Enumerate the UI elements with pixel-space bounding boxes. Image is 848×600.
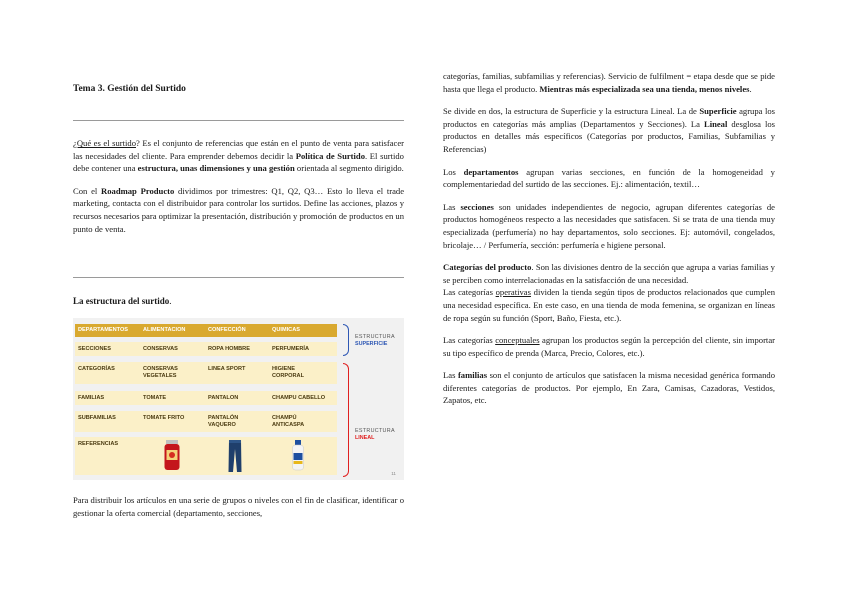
cell: QUIMICAS xyxy=(272,327,300,333)
paragraph-familias xyxy=(443,369,775,407)
row-categorias xyxy=(75,362,337,384)
text: orientada al segmento dirigido. xyxy=(294,163,404,174)
text: agrupan los productos según la percepción del cliente, sin importar su tipo específico de prenda (Marca, Precio, Colores, etc.). xyxy=(443,335,775,358)
left-column xyxy=(73,82,404,245)
label-linear xyxy=(355,428,395,442)
row-subfamilias xyxy=(75,411,337,432)
cell: TOMATE xyxy=(143,395,167,401)
paragraph-distribuir: Para distribuir los artículos en una serie de grupos o niveles con el fin de clasificar, identificar o gestionar la oferta comercial (departamento, secciones, xyxy=(73,495,404,518)
paragraph-conceptuales xyxy=(443,334,775,359)
bold-text: departamentos xyxy=(463,166,519,177)
text: agrupa los productos en categorías más amplias (Departamentos y Secciones). La xyxy=(443,106,775,129)
cell: CHAMPU CABELLO xyxy=(272,395,326,401)
text: categorías, familias, subfamilias y referencias). Servicio de fulfilment = etapa desde que se pide hasta que llega el producto. xyxy=(443,71,775,94)
label-text: ESTRUCTURA xyxy=(355,428,395,434)
bold-text: familias xyxy=(457,370,488,381)
bold-text: secciones xyxy=(460,201,494,212)
row-secciones xyxy=(75,342,337,356)
label-surface xyxy=(355,334,395,348)
bold-text: Categorías del producto xyxy=(443,262,532,273)
jeans-icon xyxy=(228,439,242,473)
text: Con el xyxy=(73,185,102,196)
text: son el conjunto de artículos que satisfacen la misma necesidad genérica formando diferentes categorías de productos. Por ejemplo, En Zara, Camisas, Cazadoras, Vestidos, Zapatos, etc. xyxy=(443,370,775,406)
text: Las xyxy=(443,370,458,381)
text: . El surtido debe contener una xyxy=(73,150,404,174)
paragraph-secciones xyxy=(443,201,775,251)
paragraph-departamentos xyxy=(443,166,775,191)
text: Las categorías xyxy=(443,287,496,298)
right-column xyxy=(443,70,775,417)
left-bottom-text xyxy=(73,494,404,529)
divider xyxy=(73,277,404,278)
paragraph-surtido xyxy=(73,137,404,175)
bold-text: estructura, unas dimensiones y una gestión xyxy=(137,163,295,174)
label-text: LINEAL xyxy=(355,435,375,441)
row-familias xyxy=(75,391,337,405)
paragraph-niveles xyxy=(443,70,775,95)
cell: ROPA HOMBRE xyxy=(208,346,250,352)
cell: HIGIENE CORPORAL xyxy=(272,366,305,379)
cell: CONSERVAS VEGETALES xyxy=(143,366,178,379)
cell: ALIMENTACION xyxy=(143,327,186,333)
tomato-jar-icon xyxy=(163,439,181,471)
text: dividimos por trimestres: Q1, Q2, Q3… Esto lo lleva el trade marketing, contacta con el distribuidor para controlar los surtidos. Define las acciones, plazos y recursos necesarios para optimizar la presentación, distribución y promoción de productos en un punto de venta. xyxy=(73,185,405,234)
text: ? Es el conjunto de referencias que están en el punto de venta para satisfacer las necesidades del cliente. Para emprender debemos decidir la xyxy=(73,138,404,161)
cell: PANTALÓN VAQUERO xyxy=(208,415,239,428)
cell: PANTALON xyxy=(208,395,239,401)
page-title: Tema 3. Gestión del Surtido xyxy=(73,84,186,94)
text: agrupan varias secciones, en función de la homogeneidad y complementariedad del surtido de las secciones. Ej.: alimentación, textil… xyxy=(443,166,775,190)
text: son unidades independientes de negocio, agrupan diferentes categorías de productos homogéneos respecto a las necesidades que satisfacen. Si se trata de una tienda muy especializada (perfumería) no hay departamentos, solo secciones. Ej: automóvil, congelados, bricolaje… / Perfumería, sección: perfumería e higiene personal. xyxy=(443,201,775,250)
cell: TOMATE FRITO xyxy=(143,415,185,421)
linear-bracket xyxy=(343,363,349,477)
paragraph-roadmap xyxy=(73,185,404,235)
paragraph-division xyxy=(443,105,775,155)
shampoo-bottle-icon xyxy=(291,439,305,471)
text: dividen la tienda según tipos de productos relacionados que cumplen una necesidad específica. En este caso, en una tienda de moda femenina, se organizan en líneas de ropa según su función (Sport, Baño, Fiesta, etc.). xyxy=(443,287,775,323)
underlined-text: conceptuales xyxy=(495,335,540,346)
row-label: REFERENCIAS xyxy=(78,441,119,447)
subtitle-text: La estructura del surtido xyxy=(73,296,170,306)
row-label: DEPARTAMENTOS xyxy=(78,327,129,333)
text: Las categorías xyxy=(443,335,496,346)
label-text: ESTRUCTURA xyxy=(355,334,395,340)
question-link: ¿Qué es el surtido xyxy=(73,138,136,148)
cell: LINEA SPORT xyxy=(208,366,246,372)
row-label: FAMILIAS xyxy=(78,395,105,401)
bold-text: Lineal xyxy=(703,118,728,129)
section-subtitle xyxy=(73,296,172,306)
text: desglosa los productos en detalles más específicos (Categorías por productos, Familias, Subfamilias y Referencias) xyxy=(443,118,775,154)
text: Se divide en dos, la estructura de Superficie y la estructura Lineal. La de xyxy=(443,106,700,117)
bold-text: Mientras más especializada sea una tienda, menos niveles xyxy=(539,83,750,94)
cell: CONFECCIÓN xyxy=(208,327,246,333)
text: . xyxy=(749,83,752,94)
bold-text: Roadmap Producto xyxy=(101,185,175,196)
row-label: SECCIONES xyxy=(78,346,111,352)
row-label: CATEGORÍAS xyxy=(78,366,115,372)
row-departamentos xyxy=(75,324,337,337)
text: . Son las divisiones dentro de la sección que agrupa a varias familias y se perciben como interrelacionadas en la satisfacción de una necesidad. xyxy=(443,262,775,285)
cell: CONSERVAS xyxy=(143,346,178,352)
text: . xyxy=(169,296,172,306)
page-number: 11 xyxy=(391,471,396,476)
structure-figure xyxy=(73,318,404,480)
row-label: SUBFAMILIAS xyxy=(78,415,116,421)
surface-bracket xyxy=(343,324,349,356)
cell: CHAMPÚ ANTICASPA xyxy=(272,415,305,428)
paragraph-categorias xyxy=(443,261,775,324)
bold-text: Superficie xyxy=(699,106,737,117)
text: Las xyxy=(443,201,461,212)
label-text: SUPERFICIE xyxy=(355,341,388,347)
cell: PERFUMERÍA xyxy=(272,346,309,352)
text: Los xyxy=(443,166,464,177)
underlined-text: operativas xyxy=(495,287,531,298)
bold-text: Política de Surtido xyxy=(295,150,365,161)
